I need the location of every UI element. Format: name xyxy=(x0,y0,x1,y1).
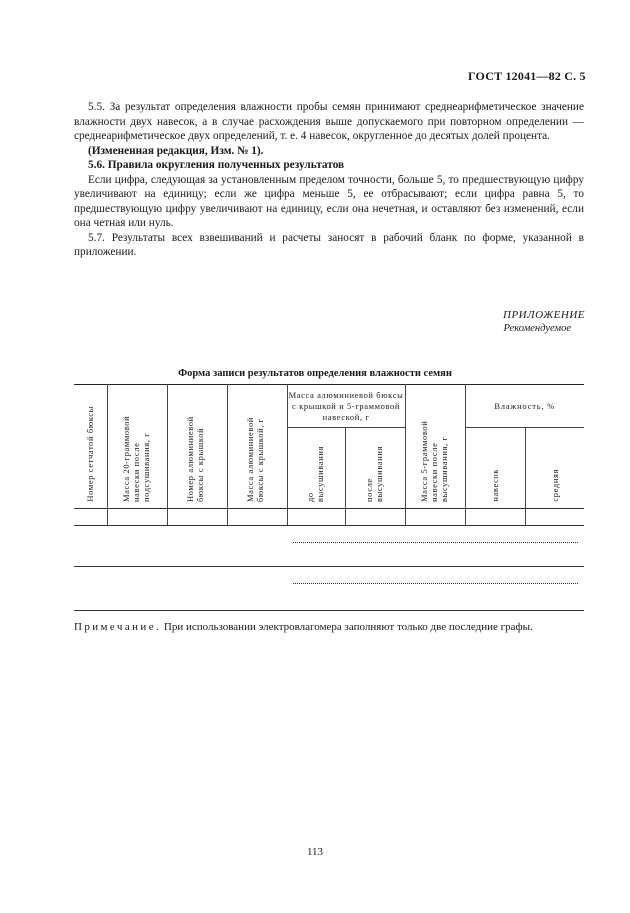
table-row xyxy=(74,509,584,526)
col-aluminium-box-mass: Масса алюминиевой бюксы с крышкой, г xyxy=(227,385,287,509)
col-moisture-average: средняя xyxy=(525,428,584,509)
table-note xyxy=(74,621,533,633)
table-title: Форма записи результатов определения влажности семян xyxy=(178,368,452,379)
moisture-record-form xyxy=(74,384,584,611)
paragraph-5-5: 5.5. За результат определения влажности пробы семян принимают среднеарифметическое значение влажности двух навесок, а в случае расхождения выше допускаемого при повторном определении — среднеарифметическое двух определений, т. е. 4 навесок, округленное до десятых долей процента. xyxy=(74,101,584,142)
dotted-line xyxy=(287,526,584,567)
group-moisture: Влажность, % xyxy=(465,385,584,428)
edition-note: (Измененная редакция, Изм. № 1). xyxy=(88,144,264,157)
page-number: 113 xyxy=(306,846,324,858)
note-text: При использовании электровлагомера заполняют только две последние графы. xyxy=(163,621,533,633)
table-row xyxy=(74,526,584,567)
appendix-subtitle: Рекомендуемое xyxy=(503,323,571,334)
dotted-line xyxy=(287,567,584,610)
col-after-drying: после высушивания xyxy=(345,428,405,509)
section-5-6-title: 5.6. Правила округления полученных результатов xyxy=(88,159,345,171)
col-mass-20g-sample: Масса 20-граммовой навески после подсушивания, г xyxy=(107,385,167,509)
table-row xyxy=(74,567,584,610)
page-header: ГОСТ 12041—82 С. 5 xyxy=(468,69,586,83)
paragraph-5-7: 5.7. Результаты всех взвешиваний и расчеты заносят в рабочий бланк по форме, указанной в приложении. xyxy=(74,231,584,258)
col-before-drying: до высушивания xyxy=(287,428,345,509)
paragraph-5-6: Если цифра, следующая за установленным пределом точности, больше 5, то предшествующую цифру увеличивают на единицу; если же цифра меньше 5, ее отбрасывают; если цифра равна 5, то предшествующую цифру увеличивают на единицу, если она нечетная, и оставляют без изменений, если она четная или нуль. xyxy=(74,173,584,229)
group-box-with-sample-mass: Масса алюминиевой бюксы с крышкой и 5-граммовой навеской, г xyxy=(287,385,405,428)
appendix-label xyxy=(503,308,585,336)
col-aluminium-box-number: Номер алюминиевой бюксы с крышкой xyxy=(167,385,227,509)
col-mesh-box-number: Номер сетчатой бюксы xyxy=(74,385,107,509)
col-moisture-samples: навесок xyxy=(465,428,525,509)
appendix-title: ПРИЛОЖЕНИЕ xyxy=(503,309,585,321)
body-text xyxy=(74,100,584,260)
col-mass-5g-dried: Масса 5-граммовой навески после высушивания, г xyxy=(405,385,465,509)
note-label: Примечание. xyxy=(74,621,162,633)
